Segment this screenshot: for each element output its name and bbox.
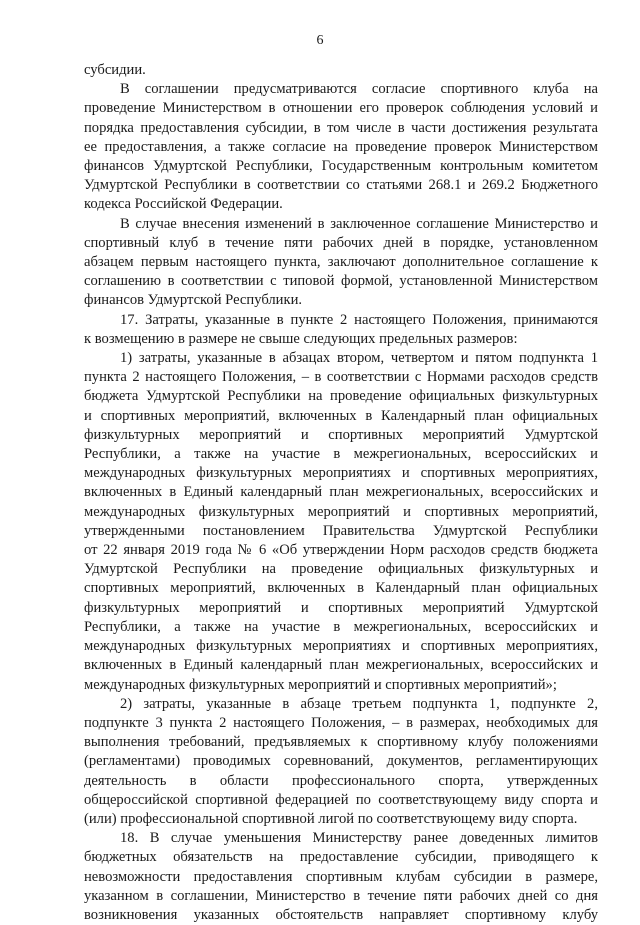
text-line: финансов Удмуртской Республики. (84, 292, 303, 309)
text-line: к возмещению в размере не свыше следующих предельных размеров: (84, 330, 518, 347)
page-number: 6 (316, 33, 324, 48)
text-line: Республики, а также на участие в межрегиональных, всероссийских и (84, 446, 598, 463)
text-line: бюджета Удмуртской Республики на проведение официальных физкультурных (84, 388, 598, 405)
text-line: проведение Министерством в отношении его проверок соблюдения условий и (84, 100, 598, 117)
text-line: спортивных мероприятий, включенных в Календарный план официальных (84, 580, 598, 597)
text-line: пункта 2 настоящего Положения, – в соответствии с Нормами расходов средств (84, 369, 598, 386)
text-line: включенных в Единый календарный план межрегиональных, всероссийских и (84, 484, 598, 501)
text-line: 17. Затраты, указанные в пункте 2 настоящего Положения, принимаются (120, 311, 598, 328)
paragraph-agreement-consent (84, 80, 598, 214)
paragraph-item-17 (84, 311, 598, 349)
text-line: бюджетных обязательств на предоставление субсидии, приводящего к (84, 849, 598, 866)
text-line: 1) затраты, указанные в абзацах втором, четвертом и пятом подпункта 1 (120, 350, 598, 367)
text-line: международных физкультурных мероприятиях и спортивных мероприятиях, (84, 638, 598, 655)
document-body (84, 61, 598, 925)
text-line: деятельность в области профессионального спорта, утвержденных (84, 772, 598, 789)
text-line: порядка предоставления субсидии, в том числе в части достижения результата (84, 119, 598, 136)
text-line: (или) профессиональной спортивной лигой по соответствующему виду спорта. (84, 810, 578, 827)
paragraph-agreement-changes (84, 215, 598, 311)
text-line: 18. В случае уменьшения Министерству ранее доведенных лимитов (120, 830, 598, 847)
text-line: Удмуртской Республики на проведение официальных физкультурных и (84, 561, 598, 578)
text-line: утвержденными постановлением Правительства Удмуртской Республики (84, 522, 598, 539)
text-line: указанном в соглашении, Министерство в течение пяти рабочих дней со дня (84, 887, 598, 904)
text-line: (регламентами) проводимых соревнований, документов, регламентирующих (84, 753, 598, 770)
paragraph-item-17-2 (84, 695, 598, 829)
text-line: финансов Удмуртской Республики, Государственным контрольным комитетом (84, 158, 598, 175)
text-line: В соглашении предусматриваются согласие спортивного клуба на (120, 81, 598, 98)
paragraph-item-17-1 (84, 349, 598, 695)
text-line: выполнения требований, предъявляемых к спортивному клубу положениями (84, 734, 598, 751)
text-line: ее предоставления, а также согласие на проведение проверок Министерством (84, 138, 598, 155)
text-line: подпункте 3 пункта 2 настоящего Положения, – в размерах, необходимых для (84, 714, 598, 731)
text-line: физкультурных мероприятий и спортивных мероприятий Удмуртской (84, 599, 598, 616)
text-line: физкультурных мероприятий и спортивных мероприятий Удмуртской (84, 426, 598, 443)
text-line: и спортивных мероприятий, включенных в Календарный план официальных (84, 407, 598, 424)
text-line: Удмуртской Республики в соответствии со статьями 268.1 и 269.2 Бюджетного (84, 177, 598, 194)
text-line: международных физкультурных мероприятиях и спортивных мероприятиях, (84, 465, 598, 482)
text-line: общероссийской спортивной федерацией по соответствующему виду спорта и (84, 791, 598, 808)
text-line: В случае внесения изменений в заключенное соглашение Министерство и (120, 215, 598, 232)
paragraph-continuation (84, 61, 598, 80)
text-line: субсидии. (84, 62, 146, 78)
text-line: абзацем первым настоящего пункта, заключают дополнительное соглашение к (84, 254, 598, 271)
text-line: спортивный клуб в течение пяти рабочих дней в порядке, установленном (84, 234, 598, 251)
text-line: соглашению в соответствии с типовой формой, установленной Министерством (84, 273, 598, 290)
text-line: международных физкультурных мероприятий и спортивных мероприятий»; (84, 676, 557, 693)
text-line: от 22 января 2019 года № 6 «Об утверждении Норм расходов средств бюджета (84, 542, 598, 559)
text-line: включенных в Единый календарный план межрегиональных, всероссийских и (84, 657, 598, 674)
text-line: кодекса Российской Федерации. (84, 196, 283, 213)
text-line: Республики, а также на участие в межрегиональных, всероссийских и (84, 618, 598, 635)
text-line: возникновения указанных обстоятельств направляет спортивному клубу (84, 906, 598, 923)
text-line: невозможности предоставления спортивным клубам субсидии в размере, (84, 868, 598, 885)
paragraph-item-18 (84, 829, 598, 925)
text-line: 2) затраты, указанные в абзаце третьем подпункта 1, подпункте 2, (120, 695, 598, 712)
text-line: международных физкультурных мероприятий и спортивных мероприятий, (84, 503, 598, 520)
